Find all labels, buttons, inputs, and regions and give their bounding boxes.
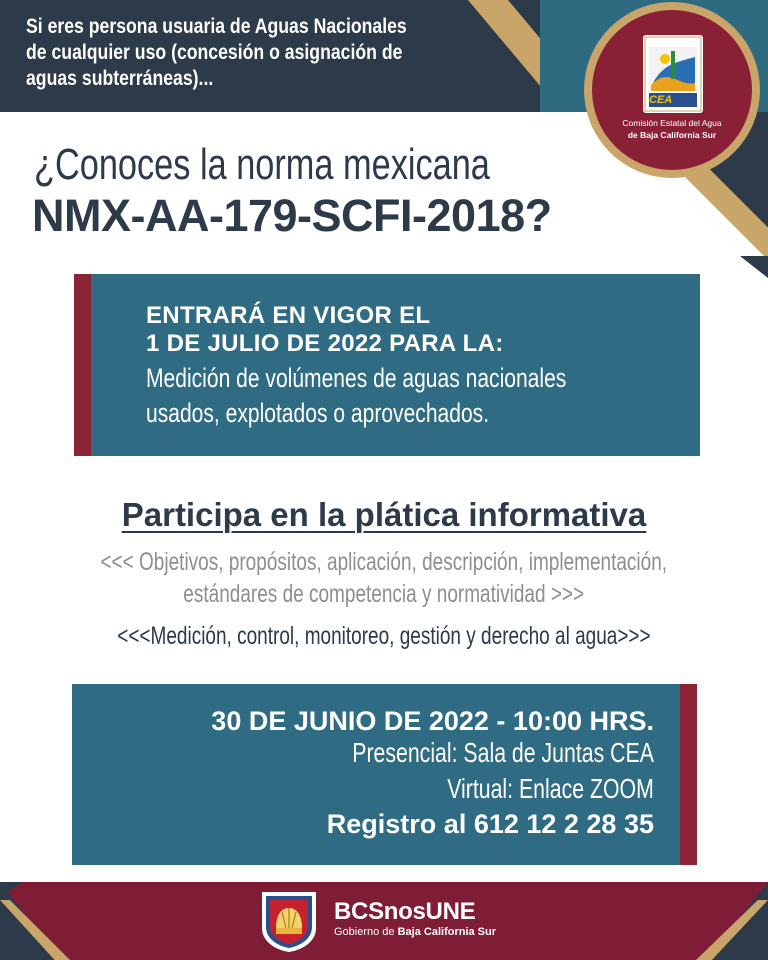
platica-title-row bbox=[0, 496, 768, 534]
vigor-line4: usados, explotados o aprovechados. bbox=[146, 398, 490, 428]
event-virtual: Virtual: Enlace ZOOM bbox=[447, 773, 654, 804]
event-presencial: Presencial: Sala de Juntas CEA bbox=[352, 737, 654, 768]
cea-name-line2: de Baja California Sur bbox=[627, 130, 717, 140]
event-box-accent bbox=[680, 684, 697, 865]
intro-text: Si eres persona usuaria de Aguas Nacionales de cualquier uso (concesión o asignación de aguas subterráneas)... bbox=[26, 15, 407, 90]
event-registro: Registro al 612 12 2 28 35 bbox=[326, 809, 654, 839]
vigor-box-accent bbox=[74, 274, 91, 456]
footer-brand: BCSnosUNE bbox=[334, 898, 476, 925]
topics-line3-row bbox=[0, 622, 768, 651]
platica-title: Participa en la plática informativa bbox=[121, 496, 647, 533]
vigor-line2: 1 DE JULIO DE 2022 PARA LA: bbox=[146, 330, 504, 357]
headline-norma: NMX-AA-179-SCFI-2018? bbox=[32, 190, 552, 241]
cea-name bbox=[600, 117, 744, 141]
topics-line1-row bbox=[0, 548, 768, 577]
cea-badge-label: CEA bbox=[649, 94, 673, 106]
cea-name-line1: Comisión Estatal del Agua bbox=[622, 118, 722, 128]
topics-line1: <<< Objetivos, propósitos, aplicación, descripción, implementación, bbox=[100, 548, 668, 576]
right-small-triangle bbox=[740, 256, 768, 278]
headline-question: ¿Conoces la norma mexicana bbox=[34, 140, 490, 189]
topics-line3: <<<Medición, control, monitoreo, gestión y derecho al agua>>> bbox=[117, 622, 651, 650]
event-date: 30 DE JUNIO DE 2022 - 10:00 HRS. bbox=[211, 706, 654, 736]
cea-logo-icon bbox=[643, 35, 703, 113]
footer-sub-prefix: Gobierno de bbox=[334, 926, 395, 938]
gov-shield-icon bbox=[258, 888, 320, 954]
footer-sub-bold: Baja California Sur bbox=[397, 926, 497, 938]
topics-line2-row bbox=[0, 580, 768, 609]
footer-subtitle bbox=[334, 926, 496, 938]
topics-line2: estándares de competencia y normatividad >>> bbox=[183, 580, 585, 608]
vigor-line3: Medición de volúmenes de aguas nacionales bbox=[146, 363, 567, 393]
vigor-line1: ENTRARÁ EN VIGOR EL bbox=[146, 302, 431, 329]
